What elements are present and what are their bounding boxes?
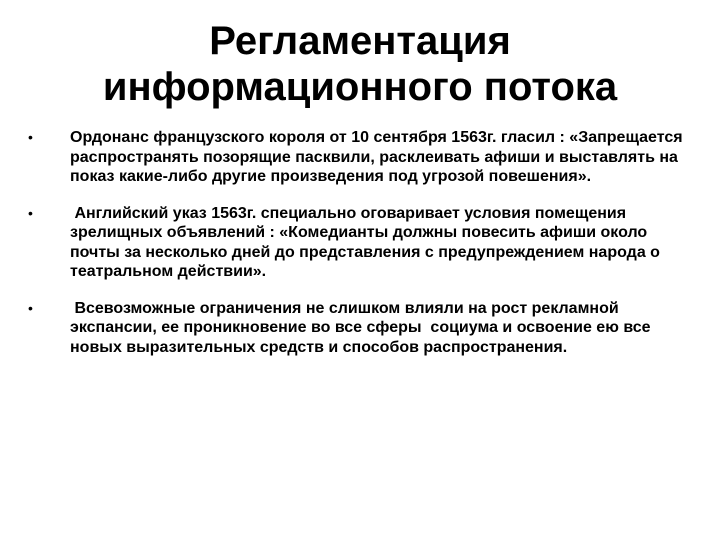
bullet-marker: •: [28, 204, 33, 221]
bullet-item-restrictions: [28, 299, 693, 358]
bullet-text: Ордонанс французского короля от 10 сентября 1563г. гласил : «Запрещается распространять позорящие пасквили, расклеивать афиши и выставлять на показ какие-либо другие произведения под угрозой повешения».: [70, 129, 688, 185]
title-line-1: Регламентация: [209, 19, 511, 63]
bullet-marker: •: [28, 129, 33, 145]
bullet-item-ordinance: [28, 128, 693, 187]
bullet-marker: •: [28, 299, 33, 316]
bullet-list: [28, 128, 693, 374]
title-line-2: информационного потока: [102, 65, 618, 109]
slide-title: [40, 18, 680, 110]
bullet-text: Английский указ 1563г. специально оговаривает условия помещения зрелищных объявлений : «Комедианты должны повесить афиши около почты за несколько дней до представления с предупреждением народа о театральном действии».: [70, 204, 665, 280]
bullet-item-english-decree: [28, 204, 693, 282]
bullet-text: Всевозможные ограничения не слишком влияли на рост рекламной экспансии, ее проникновение во все сферы социума и освоение ею все новых выразительных средств и способов распространения.: [70, 299, 655, 356]
